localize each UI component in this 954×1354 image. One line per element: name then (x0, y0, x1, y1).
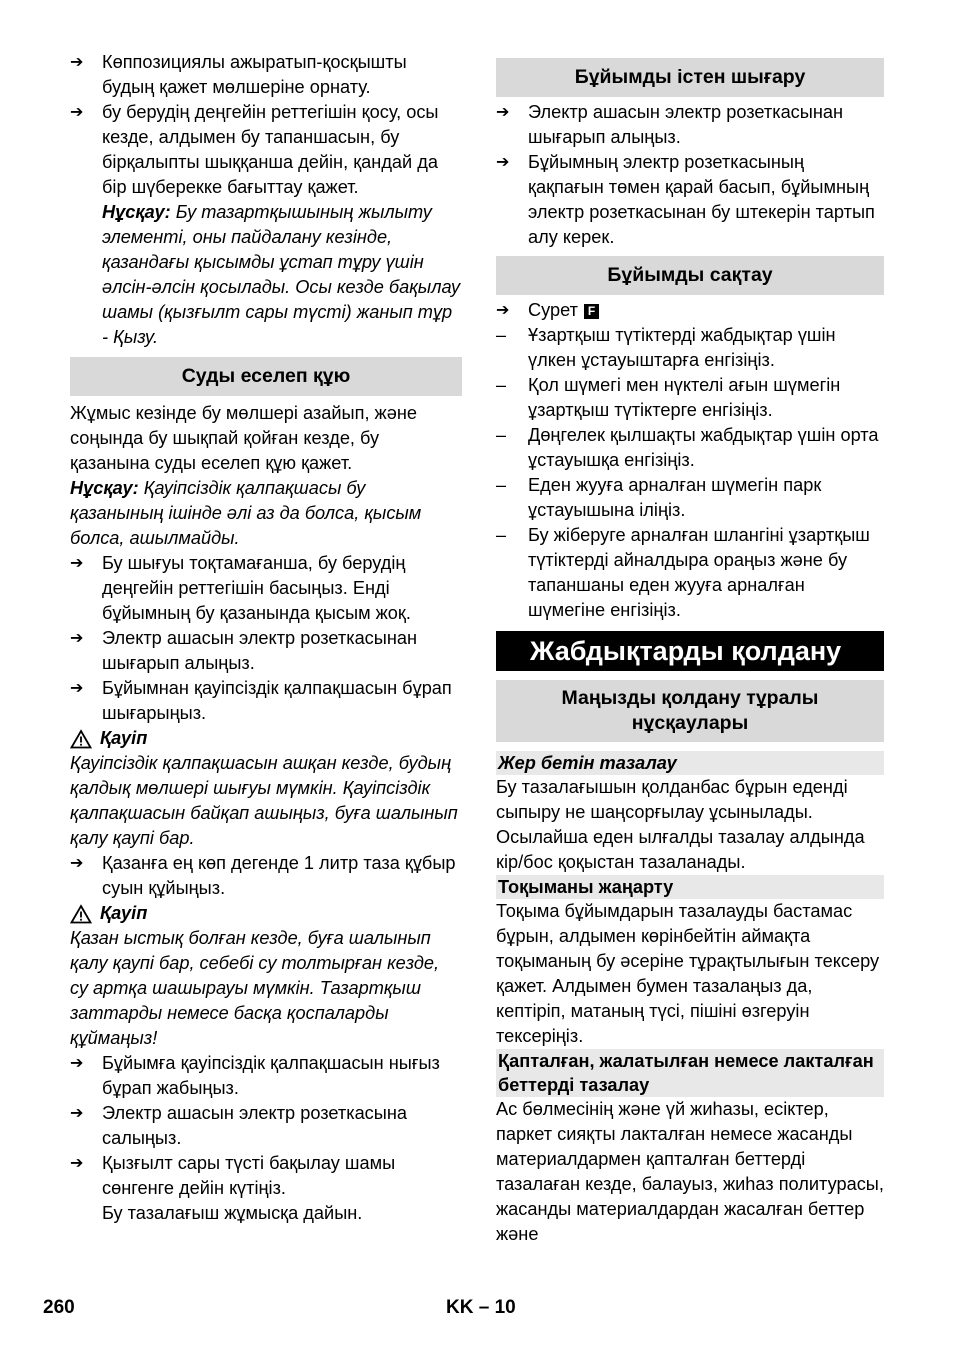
list-item: ➔ Электр ашасын электр розеткасынан шығарып алыңыз. (496, 100, 884, 150)
list-item: – Қол шүмегі мен нүктелі ағын шүмегін ұзартқыш түтіктерге енгізіңіз. (496, 373, 884, 423)
arrow-icon: ➔ (70, 104, 84, 121)
page-number: 260 (43, 1297, 75, 1318)
list-item: ➔ Бұйымға қауіпсіздік қалпақшасын нығыз бұрап жабыңыз. (70, 1051, 462, 1101)
section-heading: Бұйымды сақтау (496, 256, 884, 295)
list-item: ➔ бу берудің деңгейін реттегішін қосу, осы кезде, алдымен бу тапаншасын, бу бірқалыпты шыққанша дейін, қандай да бір шүберекке бағыттау қажет. (70, 100, 462, 200)
paragraph: Бу тазалағышын қолданбас бұрын еденді сыпыру не шаңсорғылау ұсынылады. Осылайша еден ылғалды тазалау алдында кір/бос қоқыстан тазаланады. (496, 777, 865, 872)
warning-text: Қауіпсіздік қалпақшасын ашқан кезде, будың қалдық мөлшері шығуы мүмкін. Қауіпсіздік қалпақшасын байқап ашыңыз, буға шалынып қалу қаупі бар. (70, 753, 458, 848)
warning-heading: Қауіп (70, 726, 462, 751)
list-item: – Еден жууға арналған шүмегін парк ұстауышына іліңіз. (496, 473, 884, 523)
warning-text: Қазан ыстық болған кезде, буға шалынып қалу қаупі бар, себебі су толтырған кезде, су артқа шашырауы мүмкін. Тазартқыш заттарды немесе басқа қоспаларды құймаңыз! (70, 928, 440, 1048)
section-heading: Суды еселеп құю (70, 357, 462, 396)
list-item: ➔ Бұйымнан қауіпсіздік қалпақшасын бұрап шығарыңыз. (70, 676, 462, 726)
paragraph: Бу тазалағыш жұмысқа дайын. (102, 1203, 363, 1223)
list-item: ➔ Сурет F (496, 298, 884, 323)
dash-icon: – (496, 375, 507, 395)
subsection-heading: Жер бетін тазалау (496, 751, 884, 775)
list-item: ➔ Қазанға ең көп дегенде 1 литр таза құбыр суын құйыңыз. (70, 851, 462, 901)
paragraph: Жұмыс кезінде бу мөлшері азайып, және соңында бу шықпай қойған кезде, бу қазанына суды еселеп құю қажет. (70, 403, 417, 473)
list-item: – Дөңгелек қылшақты жабдықтар үшін орта ұстауышқа енгізіңіз. (496, 423, 884, 473)
note: Нұсқау: Қауіпсіздік қалпақшасы бу қазанының ішінде әлі аз да болса, қысым болса, ашылмайды. (70, 478, 422, 548)
figure-reference-box: F (584, 304, 599, 319)
left-column (70, 50, 462, 1226)
list-item: ➔ Қызғылт сары түсті бақылау шамы сөнгенге дейін күтіңіз. (70, 1151, 462, 1201)
chapter-heading: Жабдықтарды қолдану (496, 631, 884, 671)
arrow-icon: ➔ (70, 1155, 84, 1172)
dash-icon: – (496, 425, 507, 445)
warning-heading: Қауіп (70, 901, 462, 926)
paragraph: Ас бөлмесінің және үй жиһазы, есіктер, паркет сияқты лакталған немесе жасанды материалдармен қапталған беттерді тазалаған кезде, балауыз, жиһаз политурасы, жасанды материалдардан жасалған беттер және (496, 1099, 884, 1244)
list-item: ➔ Бу шығуы тоқтамағанша, бу берудің деңгейін реттегішін басыңыз. Енді бұйымның бу қазанында қысым жоқ. (70, 551, 462, 626)
arrow-icon: ➔ (70, 1055, 84, 1072)
list-item: ➔ Бұйымның электр розеткасының қақпағын төмен қарай басып, бұйымның электр розеткасынан бу штекерін тартып алу керек. (496, 150, 884, 250)
warning-triangle-icon (70, 729, 92, 749)
arrow-icon: ➔ (70, 555, 84, 572)
arrow-icon: ➔ (496, 104, 510, 121)
note: Нұсқау: Бу тазартқышының жылыту элементі, оны пайдалану кезінде, қазандағы қысымды ұстап тұру үшін әлсін-әлсін қосылады. Осы кезде бақылау шамы (қызғылт сары түсті) жанып тұр - Қызу. (102, 202, 461, 347)
dash-icon: – (496, 475, 507, 495)
arrow-icon: ➔ (496, 302, 510, 319)
subsection-heading: Қапталған, жалатылған немесе лакталған беттерді тазалау (496, 1049, 884, 1097)
subsection-heading: Тоқыманы жаңарту (496, 875, 884, 899)
arrow-icon: ➔ (70, 855, 84, 872)
section-code: KK – 10 (446, 1297, 516, 1318)
arrow-icon: ➔ (70, 1105, 84, 1122)
list-item: ➔ Көппозициялы ажыратып-қосқышты будың қажет мөлшеріне орнату. (70, 50, 462, 100)
right-column (496, 58, 884, 1247)
section-heading: Маңызды қолдану тұралы нұсқаулары (496, 680, 884, 742)
arrow-icon: ➔ (70, 54, 84, 71)
dash-icon: – (496, 325, 507, 345)
arrow-icon: ➔ (70, 630, 84, 647)
arrow-icon: ➔ (70, 680, 84, 697)
section-heading: Бұйымды істен шығару (496, 58, 884, 97)
list-item: – Ұзартқыш түтіктерді жабдықтар үшін үлкен ұстауыштарға енгізіңіз. (496, 323, 884, 373)
list-item: – Бу жіберуге арналған шлангіні ұзартқыш түтіктерді айналдыра ораңыз және бу тапаншаны еден жууға арналған шүмегіне енгізіңіз. (496, 523, 884, 623)
warning-triangle-icon (70, 904, 92, 924)
list-item: ➔ Электр ашасын электр розеткасына салыңыз. (70, 1101, 462, 1151)
arrow-icon: ➔ (496, 154, 510, 171)
paragraph: Тоқыма бұйымдарын тазалауды бастамас бұрын, алдымен көрінбейтін аймақта тоқыманың бу әсеріне тұрақтылығын тексеру қажет. Алдымен бумен тазалаңыз да, кептіріп, матаның түсі, пішіні өзгеруін тексеріңіз. (496, 901, 880, 1046)
dash-icon: – (496, 525, 507, 545)
list-item: ➔ Электр ашасын электр розеткасынан шығарып алыңыз. (70, 626, 462, 676)
